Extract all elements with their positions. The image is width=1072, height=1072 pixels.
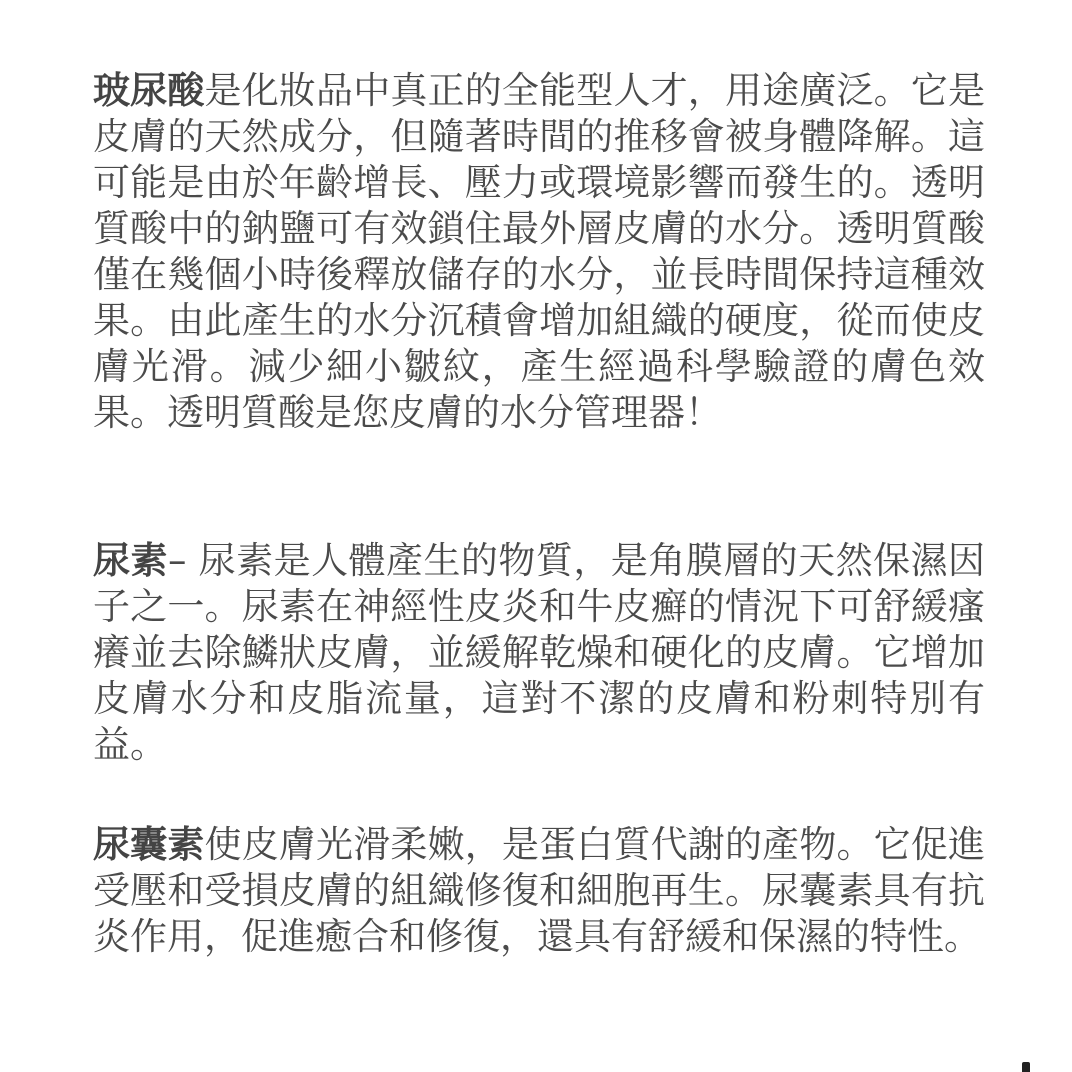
edge-artifact xyxy=(1022,1062,1030,1072)
paragraph-hyaluronic-acid xyxy=(93,68,985,436)
term-hyaluronic-acid: 玻尿酸 xyxy=(93,69,205,112)
paragraph-body: 是化妝品中真正的全能型人才，用途廣泛。它是皮膚的天然成分，但隨著時間的推移會被身體降解。這可能是由於年齡增長、壓力或環境影響而發生的。透明質酸中的鈉鹽可有效鎖住最外層皮膚的水分。透明質酸僅在幾個小時後釋放儲存的水分，並長時間保持這種效果。由此產生的水分沉積會增加組織的硬度，從而使皮膚光滑。減少細小皺紋，產生經過科學驗證的膚色效果。透明質酸是您皮膚的水分管理器！ xyxy=(93,69,986,434)
paragraph-body: 使皮膚光滑柔嫩，是蛋白質代謝的產物。它促進受壓和受損皮膚的組織修復和細胞再生。尿囊素具有抗炎作用，促進癒合和修復，還具有舒緩和保濕的特性。 xyxy=(93,823,986,958)
paragraph-urea xyxy=(93,538,985,768)
term-allantoin: 尿囊素 xyxy=(93,823,205,866)
paragraph-allantoin xyxy=(93,822,985,960)
term-urea: 尿素 xyxy=(93,539,168,582)
paragraph-body: – 尿素是人體產生的物質，是角膜層的天然保濕因子之一。尿素在神經性皮炎和牛皮癬的情況下可舒緩瘙癢並去除鱗狀皮膚，並緩解乾燥和硬化的皮膚。它增加皮膚水分和皮脂流量，這對不潔的皮膚和粉刺特別有益。 xyxy=(93,539,985,766)
